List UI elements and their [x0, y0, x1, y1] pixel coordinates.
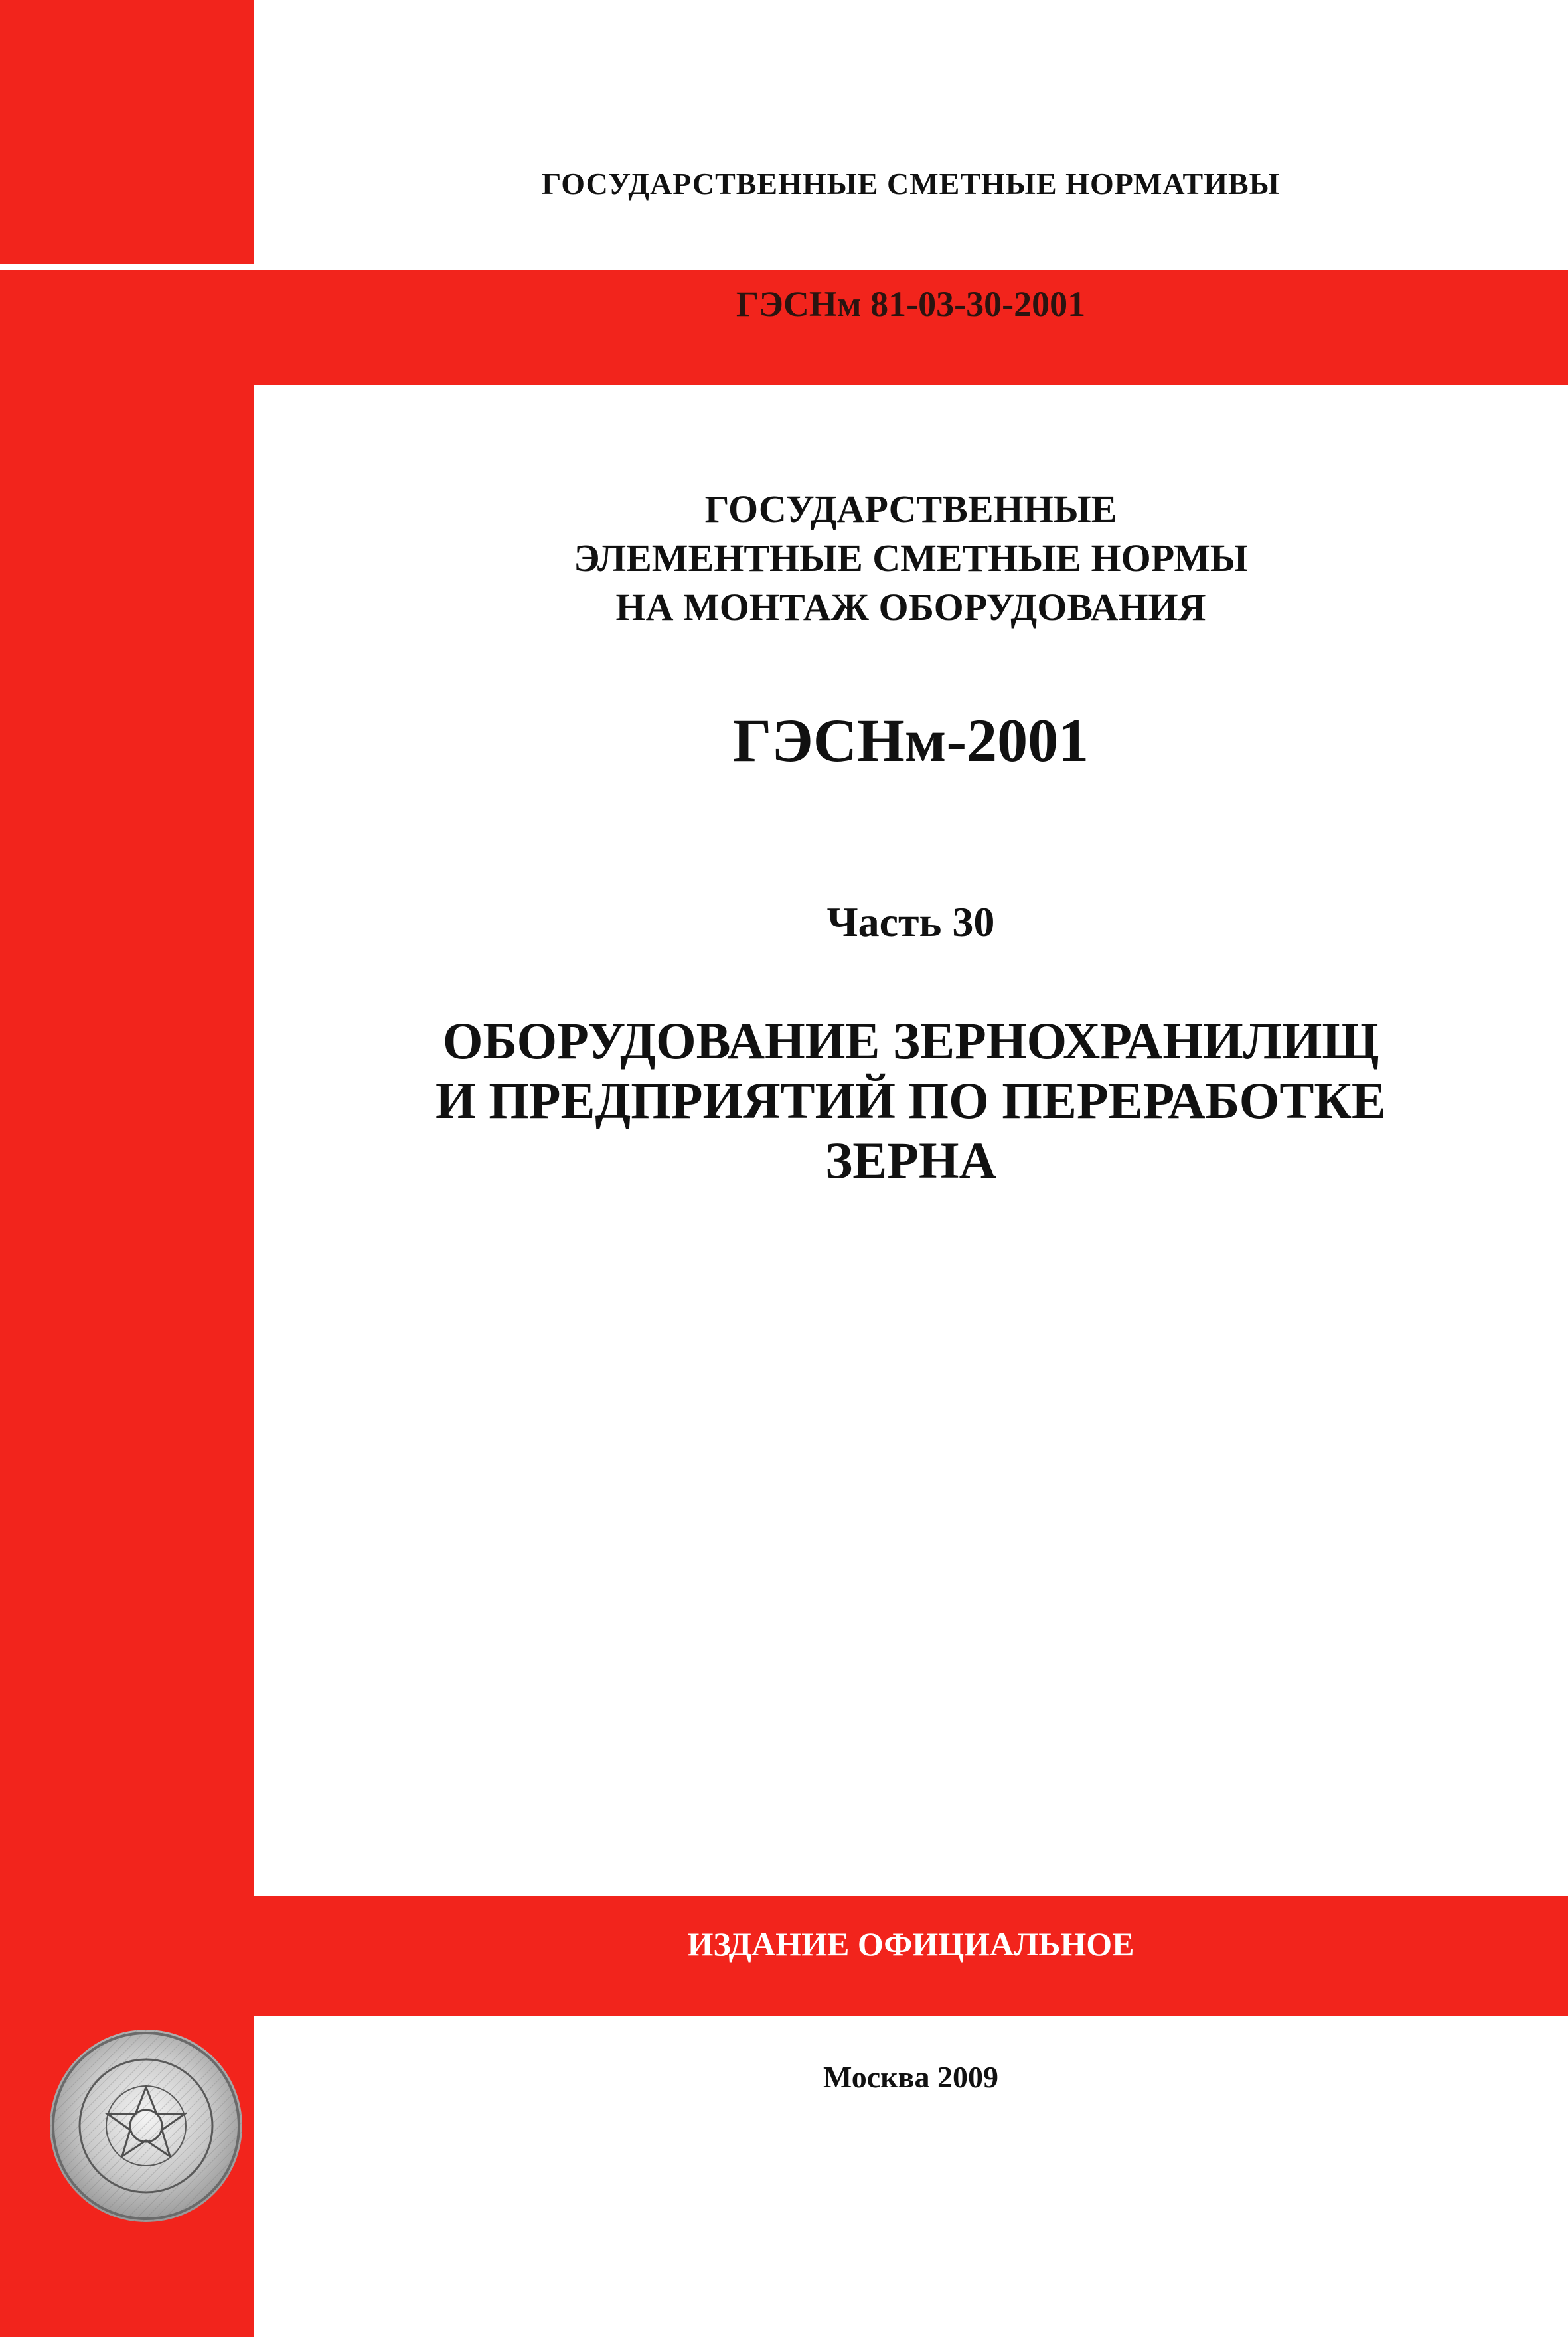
short-title: ГЭСНм-2001 — [732, 706, 1089, 774]
red-top-block — [0, 0, 254, 264]
norms-title-line-2: ЭЛЕМЕНТНЫЕ СМЕТНЫЕ НОРМЫ — [574, 536, 1248, 580]
subject-title-line-3: ЗЕРНА — [825, 1131, 996, 1189]
norms-title-line-1: ГОСУДАРСТВЕННЫЕ — [704, 487, 1117, 530]
norms-title — [254, 485, 1568, 632]
subject-title — [254, 1011, 1568, 1190]
document-code: ГЭСНм 81-03-30-2001 — [736, 284, 1086, 324]
edition-label: ИЗДАНИЕ ОФИЦИАЛЬНОЕ — [687, 1925, 1135, 1963]
norms-title-line-3: НА МОНТАЖ ОБОРУДОВАНИЯ — [615, 586, 1206, 629]
subject-title-line-1: ОБОРУДОВАНИЕ ЗЕРНОХРАНИЛИЩ — [442, 1012, 1379, 1070]
subject-title-line-2: И ПРЕДПРИЯТИЙ ПО ПЕРЕРАБОТКЕ — [435, 1072, 1386, 1129]
city-year: Москва 2009 — [823, 2060, 999, 2094]
series-title: ГОСУДАРСТВЕННЫЕ СМЕТНЫЕ НОРМАТИВЫ — [542, 167, 1280, 201]
part-label: Часть 30 — [826, 898, 995, 945]
hologram-seal-icon — [46, 2026, 246, 2225]
